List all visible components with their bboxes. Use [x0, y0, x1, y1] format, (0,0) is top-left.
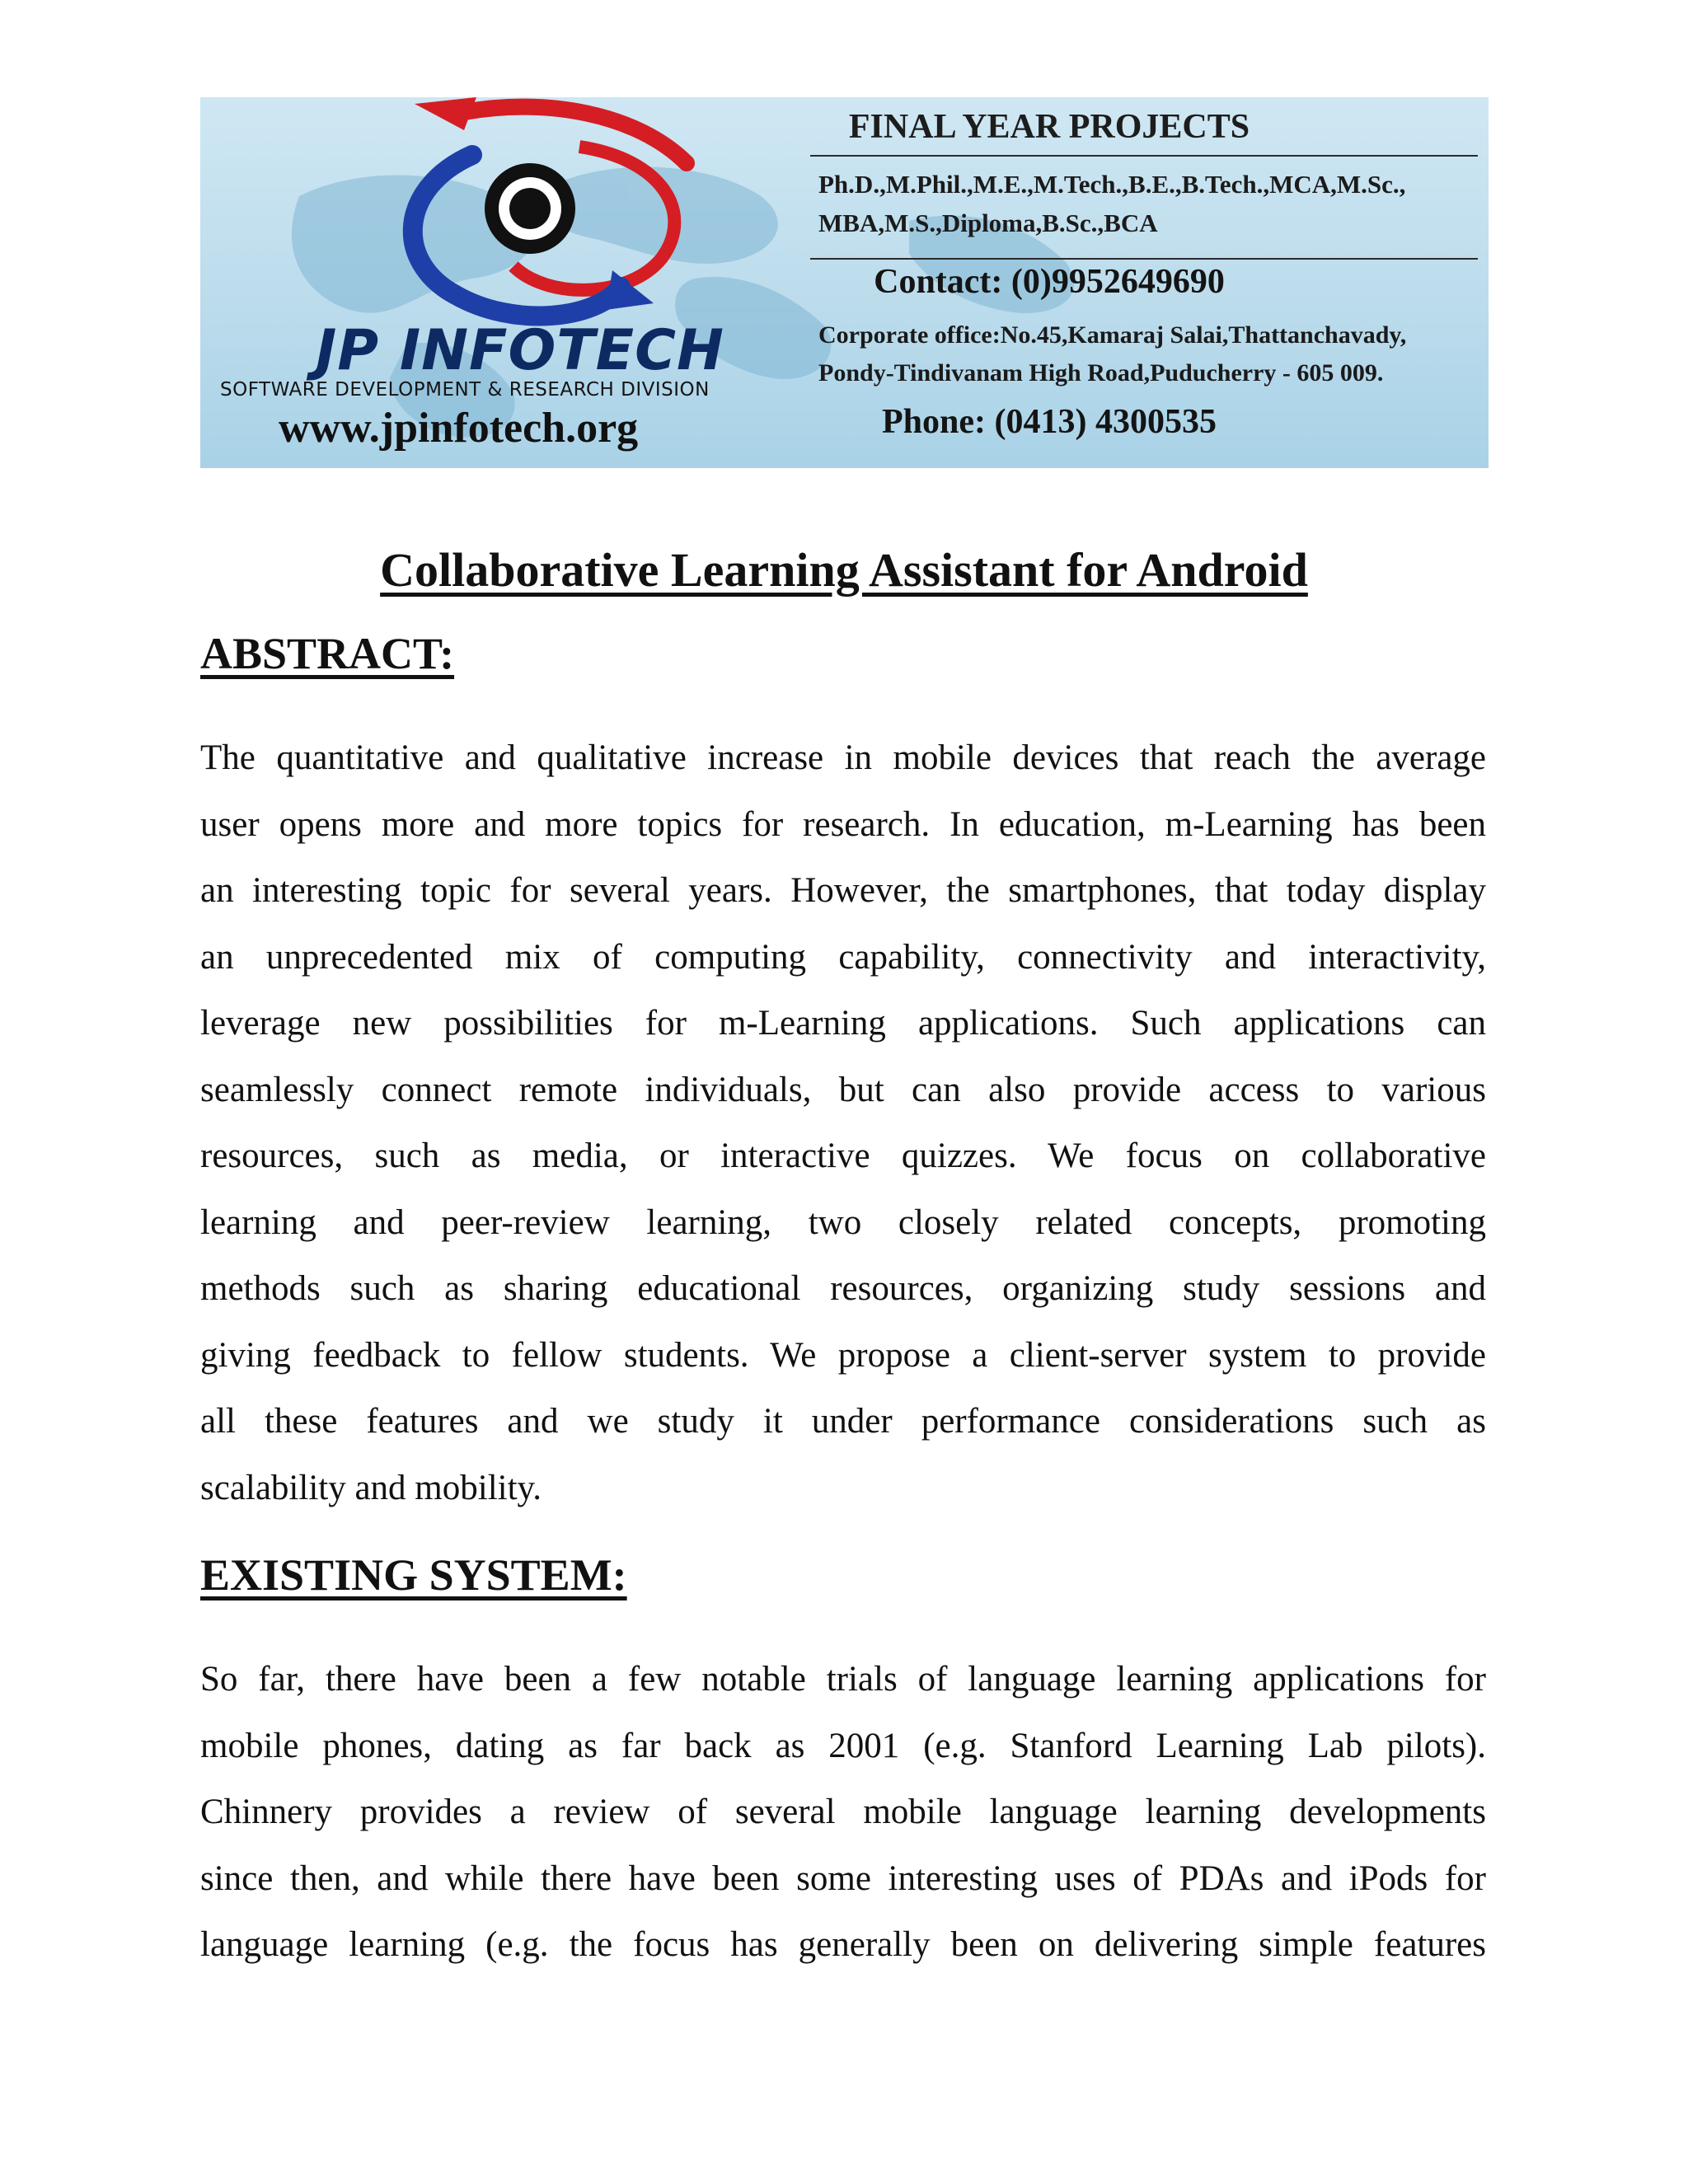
- text-line: mobile phones, dating as far back as 2001 (e.g. Stanford Learning Lab pilots).: [200, 1726, 1486, 1765]
- brand-division: SOFTWARE DEVELOPMENT & RESEARCH DIVISION: [220, 379, 710, 401]
- text-line: learning and peer-review learning, two closely related concepts, promoting: [200, 1202, 1486, 1242]
- banner-divider: [810, 155, 1478, 157]
- text-line: since then, and while there have been some interesting uses of PDAs and iPods for: [200, 1858, 1486, 1898]
- text-line: all these features and we study it under performance considerations such as: [200, 1402, 1486, 1441]
- text-line: seamlessly connect remote individuals, but can also provide access to various: [200, 1070, 1486, 1109]
- section-heading-abstract: ABSTRACT:: [200, 629, 455, 678]
- corporate-address-line-1: Corporate office:No.45,Kamaraj Salai,Thattanchavady,: [818, 321, 1407, 349]
- existing-system-paragraph: [200, 1647, 1486, 1979]
- document-title: Collaborative Learning Assistant for Android: [380, 543, 1308, 597]
- banner-heading: FINAL YEAR PROJECTS: [848, 108, 1250, 146]
- text-line: Chinnery provides a review of several mobile language learning developments: [200, 1793, 1486, 1831]
- text-line: resources, such as media, or interactive quizzes. We focus on collaborative: [200, 1137, 1486, 1175]
- corporate-address-line-2: Pondy-Tindivanam High Road,Puducherry - 605 009.: [818, 359, 1384, 387]
- text-line: an unprecedented mix of computing capability, connectivity and interactivity,: [200, 937, 1486, 977]
- section-heading-existing-system: EXISTING SYSTEM:: [200, 1550, 627, 1600]
- text-line: The quantitative and qualitative increase in mobile devices that reach the average: [200, 738, 1486, 777]
- text-line: an interesting topic for several years. However, the smartphones, that today display: [200, 871, 1486, 910]
- text-line: scalability and mobility.: [200, 1468, 542, 1507]
- phone-number: Phone: (0413) 4300535: [882, 403, 1217, 441]
- text-line: language learning (e.g. the focus has generally been on delivering simple features: [200, 1925, 1486, 1964]
- contact-number: Contact: (0)9952649690: [874, 263, 1225, 301]
- abstract-paragraph: [200, 725, 1486, 1521]
- brand-name: JP INFOTECH: [316, 318, 724, 383]
- text-line: leverage new possibilities for m-Learning applications. Such applications can: [200, 1004, 1486, 1043]
- banner-divider: [810, 258, 1478, 260]
- header-banner: [200, 97, 1489, 468]
- text-line: user opens more and more topics for research. In education, m-Learning has been: [200, 804, 1486, 844]
- degrees-line-1: Ph.D.,M.Phil.,M.E.,M.Tech.,B.E.,B.Tech.,MCA,M.Sc.,: [818, 170, 1406, 199]
- website-url: www.jpinfotech.org: [279, 405, 639, 452]
- text-line: giving feedback to fellow students. We propose a client-server system to provide: [200, 1335, 1486, 1375]
- text-line: methods such as sharing educational resources, organizing study sessions and: [200, 1269, 1486, 1308]
- banner-info-panel: [810, 97, 1478, 468]
- degrees-line-2: MBA,M.S.,Diploma,B.Sc.,BCA: [818, 209, 1158, 237]
- text-line: So far, there have been a few notable trials of language learning applications for: [200, 1660, 1486, 1699]
